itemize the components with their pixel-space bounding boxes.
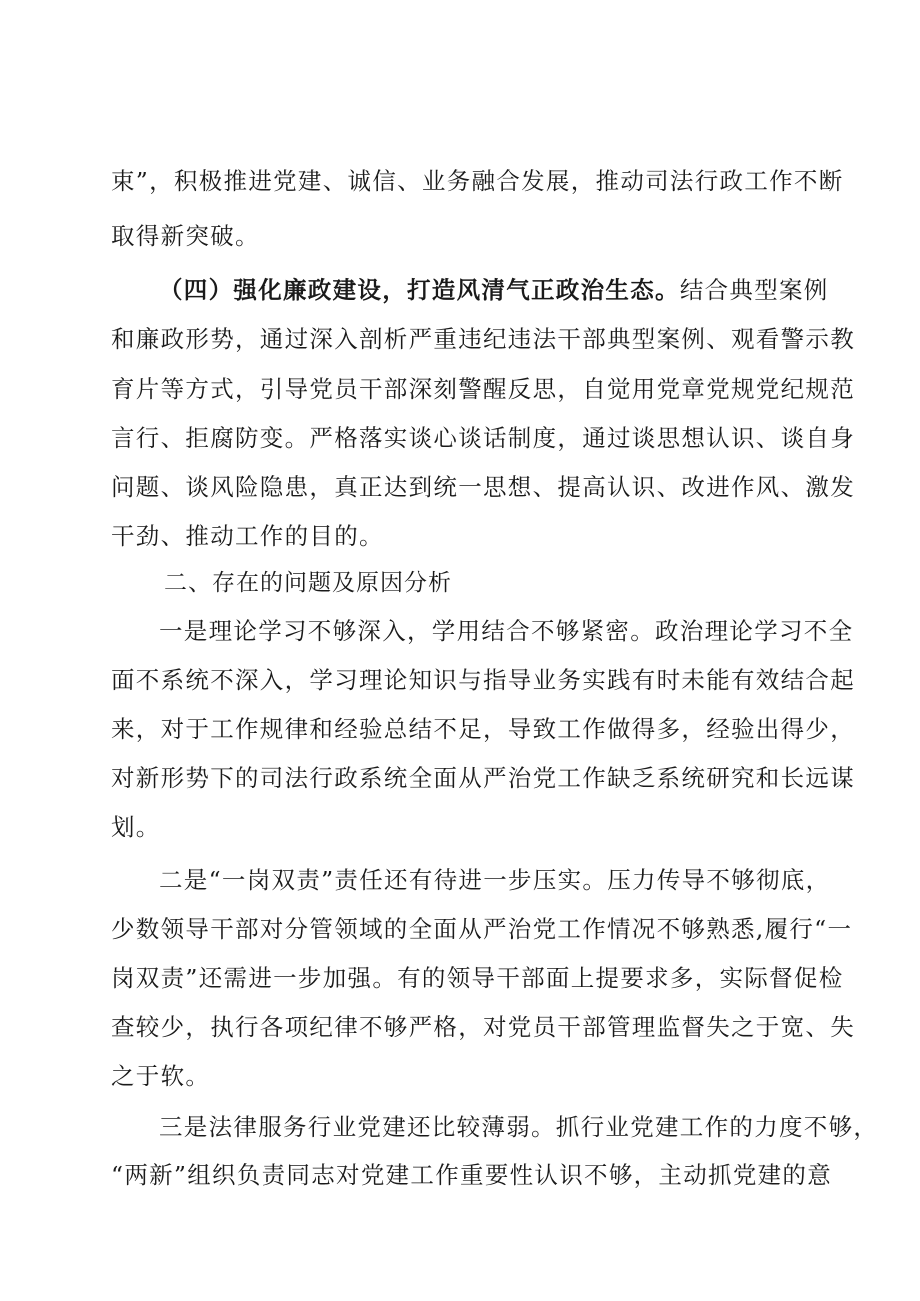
body-line: 对新形势下的司法行政系统全面从严治党工作缺乏系统研究和长远谋 [111,764,855,792]
body-line: 言行、拒腐防变。严格落实谈心谈话制度，通过谈思想认识、谈自身 [111,424,855,452]
body-line: 干劲、推动工作的目的。 [111,522,384,550]
body-line: 查较少，执行各项纪律不够严格，对党员干部管理监督失之于宽、失 [111,1013,855,1041]
body-line: 束”，积极推进党建、诚信、业务融合发展，推动司法行政工作不断 [111,167,844,195]
body-line: 育片等方式，引导党员干部深刻警醒反思，自觉用党章党规党纪规范 [111,375,855,403]
paragraph-first-line: 三是法律服务行业党建还比较薄弱。抓行业党建工作的力度不够， [159,1113,879,1141]
body-line: 取得新突破。 [111,222,260,250]
section-four-heading: （四）强化廉政建设，打造风清气正政治生态。 [159,276,680,304]
body-line: 之于软。 [111,1062,211,1090]
section-heading: 二、存在的问题及原因分析 [164,570,452,596]
body-line: 来，对于工作规律和经验总结不足，导致工作做得多，经验出得少， [111,715,855,743]
body-line: 少数领导干部对分管领域的全面从严治党工作情况不够熟悉,履行“一 [111,915,853,943]
body-line: 问题、谈风险隐患，真正达到统一思想、提高认识、改进作风、激发 [111,473,855,501]
body-line: 面不系统不深入，学习理论知识与指导业务实践有时未能有效结合起 [111,666,855,694]
paragraph-first-line: 二是“一岗双责”责任还有待进一步压实。压力传导不够彻底， [159,866,831,894]
body-line: “两新”组织负责同志对党建工作重要性认识不够，主动抓党建的意 [111,1161,833,1189]
section-four-text: 结合典型案例 [679,276,829,304]
body-line: 岗双责”还需进一步加强。有的领导干部面上提要求多，实际督促检 [111,964,844,992]
body-line: 和廉政形势，通过深入剖析严重违纪违法干部典型案例、观看警示教 [111,325,855,353]
paragraph-first-line: 一是理论学习不够深入，学用结合不够紧密。政治理论学习不全 [159,617,854,645]
section-four-first-line [159,270,829,310]
body-line: 划。 [111,813,161,841]
